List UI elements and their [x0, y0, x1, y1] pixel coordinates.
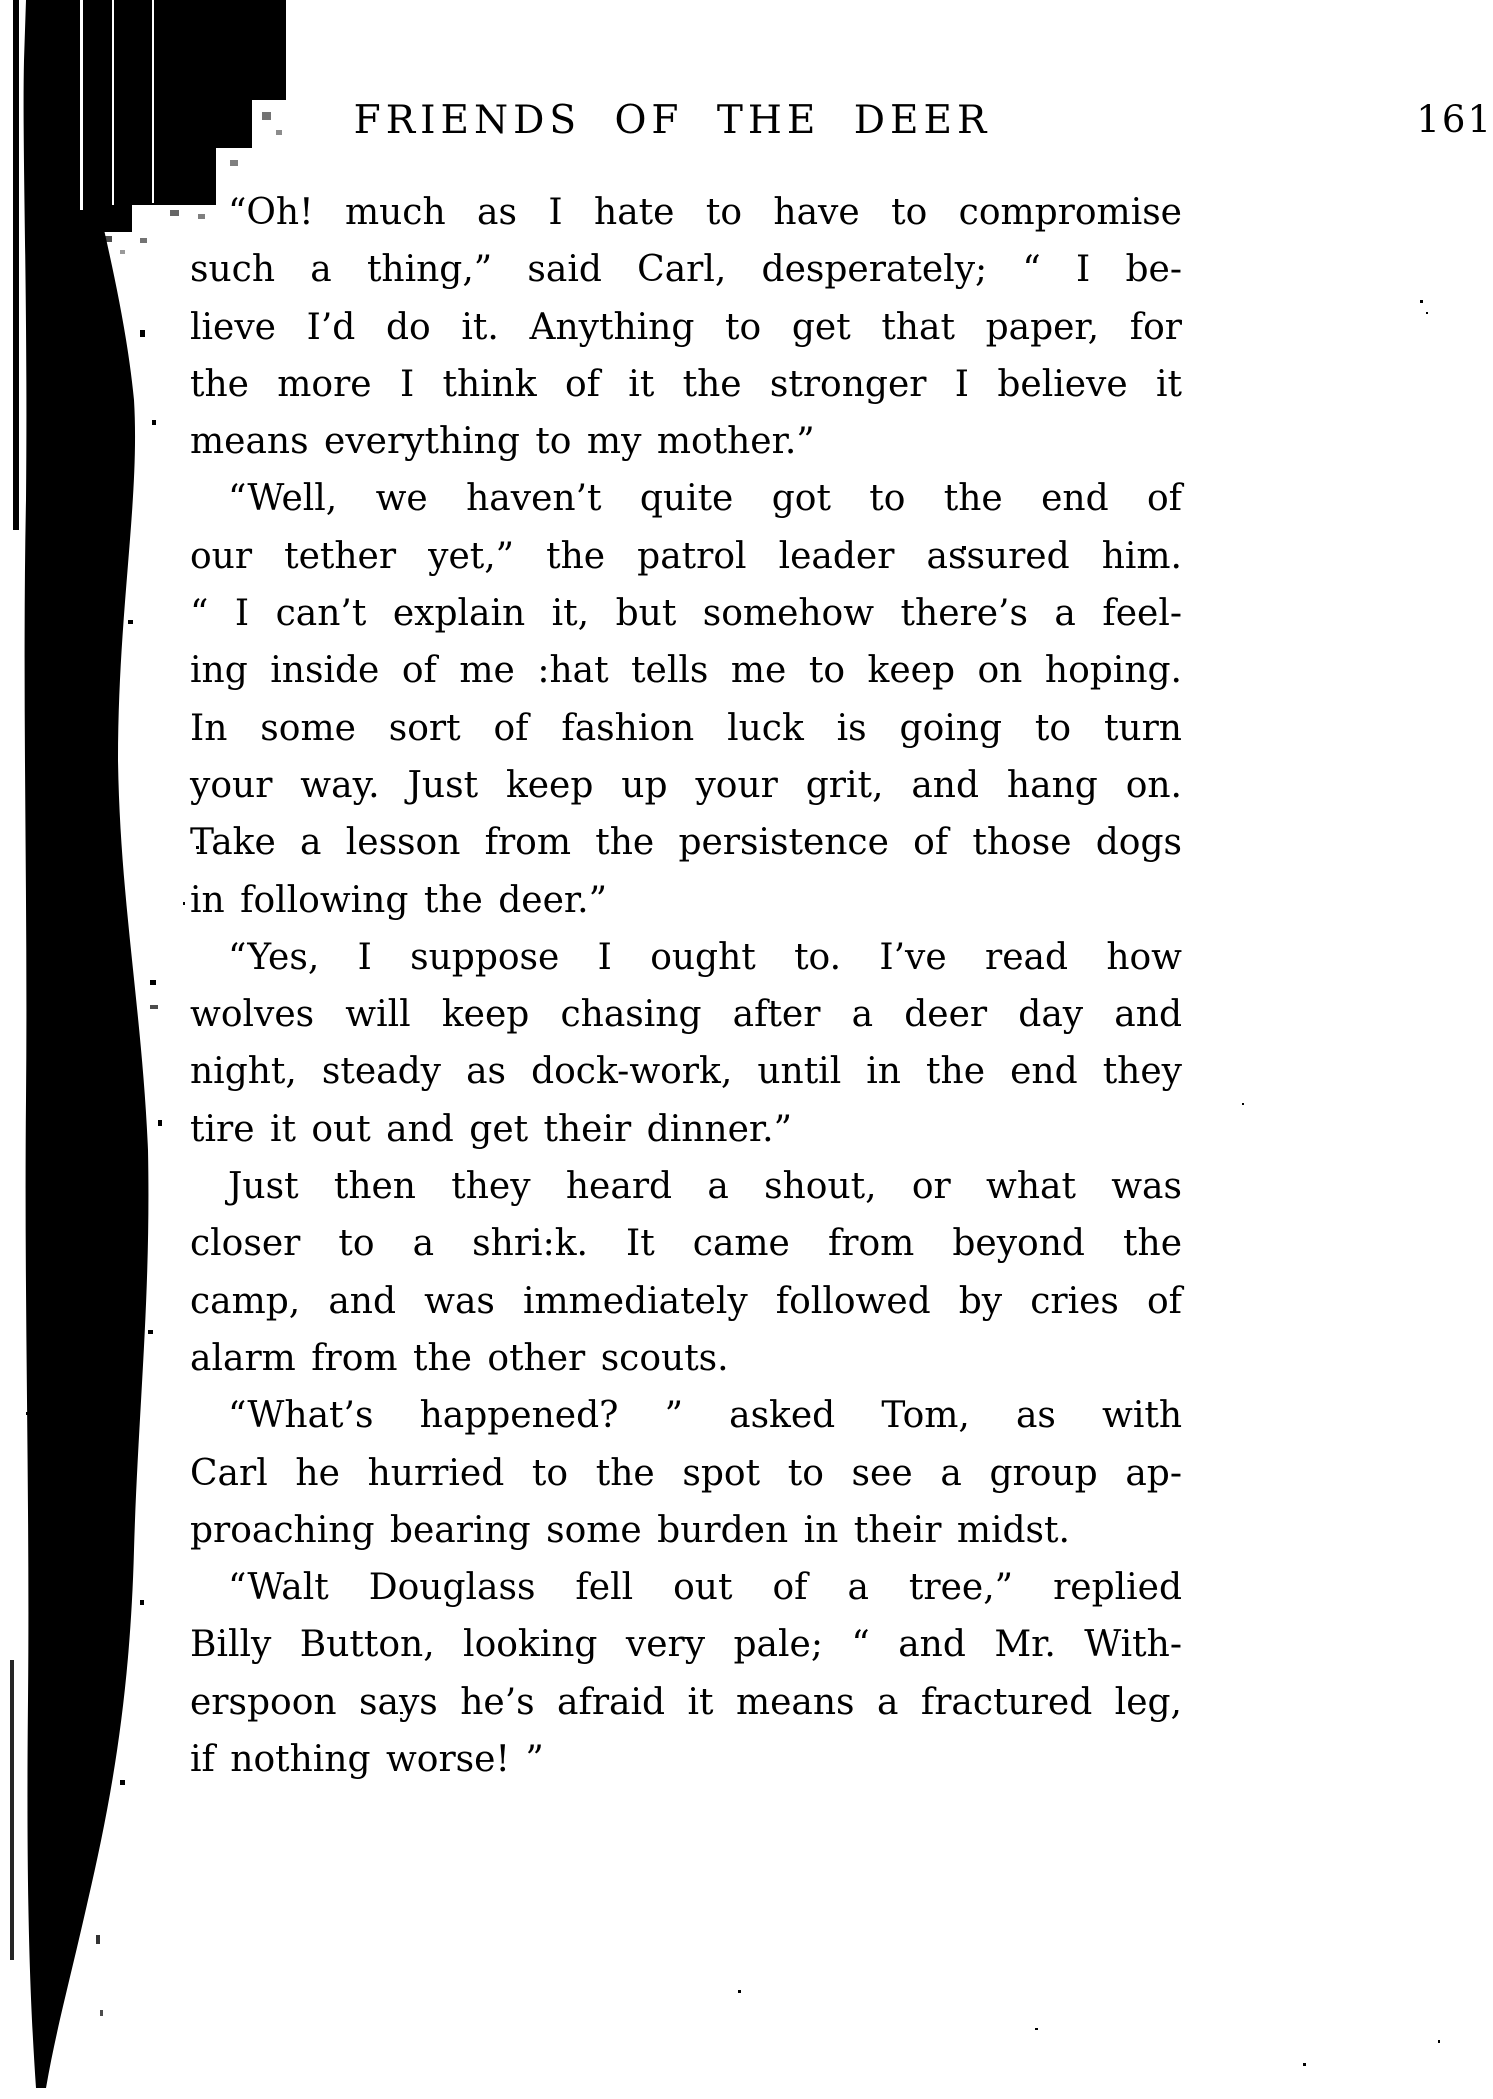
text-line: Just then they heard a shout, or what was: [228, 1166, 1182, 1208]
text-line: wolves will keep chasing after a deer day and: [190, 994, 1182, 1036]
running-header: [190, 0, 1225, 150]
text-line: the more I think of it the stronger I believe it: [190, 363, 1182, 405]
chapter-title: FRIENDS OF THE DEER: [353, 98, 992, 143]
text-line: your way. Just keep up your grit, and hang on.: [190, 764, 1182, 806]
text-line: proaching bearing some burden in their midst.: [190, 1509, 1070, 1551]
text-line: “ I can’t explain it, but somehow there’s a feel-: [190, 593, 1182, 635]
text-line: In some sort of fashion luck is going to turn: [190, 707, 1182, 749]
text-line: “What’s happened? ” asked Tom, as with: [228, 1395, 1182, 1437]
text-line: Take a lesson from the persistence of those dogs: [190, 822, 1182, 864]
page-number: 161: [1416, 98, 1493, 141]
text-line: “Oh! much as I hate to have to compromise: [228, 192, 1182, 233]
text-line: ing inside of me :hat tells me to keep on hoping.: [190, 650, 1182, 692]
text-line: such a thing,” said Carl, desperately; “ I be-: [190, 249, 1182, 291]
page-text: [190, 184, 1182, 1788]
text-line: alarm from the other scouts.: [190, 1337, 729, 1379]
text-line: Billy Button, looking very pale; “ and Mr. With-: [190, 1624, 1182, 1666]
text-line: “Walt Douglass fell out of a tree,” replied: [228, 1567, 1182, 1609]
text-line: tire it out and get their dinner.”: [190, 1108, 792, 1150]
text-line: camp, and was immediately followed by cries of: [190, 1280, 1182, 1322]
text-line: if nothing worse! ”: [190, 1739, 544, 1781]
text-line: lieve I’d do it. Anything to get that paper, for: [190, 306, 1182, 348]
text-line: means everything to my mother.”: [190, 421, 815, 463]
text-line: our tether yet,” the patrol leader assured him.: [190, 535, 1182, 577]
text-line: in following the deer.”: [190, 879, 607, 921]
text-line: erspoon says he’s afraid it means a fractured leg,: [190, 1681, 1182, 1723]
text-line: closer to a shri:k. It came from beyond the: [190, 1223, 1182, 1265]
text-line: night, steady as dock-work, until in the end they: [190, 1051, 1182, 1093]
text-line: “Well, we haven’t quite got to the end of: [228, 478, 1182, 520]
text-line: “Yes, I suppose I ought to. I’ve read how: [228, 936, 1182, 978]
text-line: Carl he hurried to the spot to see a group ap-: [190, 1452, 1182, 1494]
